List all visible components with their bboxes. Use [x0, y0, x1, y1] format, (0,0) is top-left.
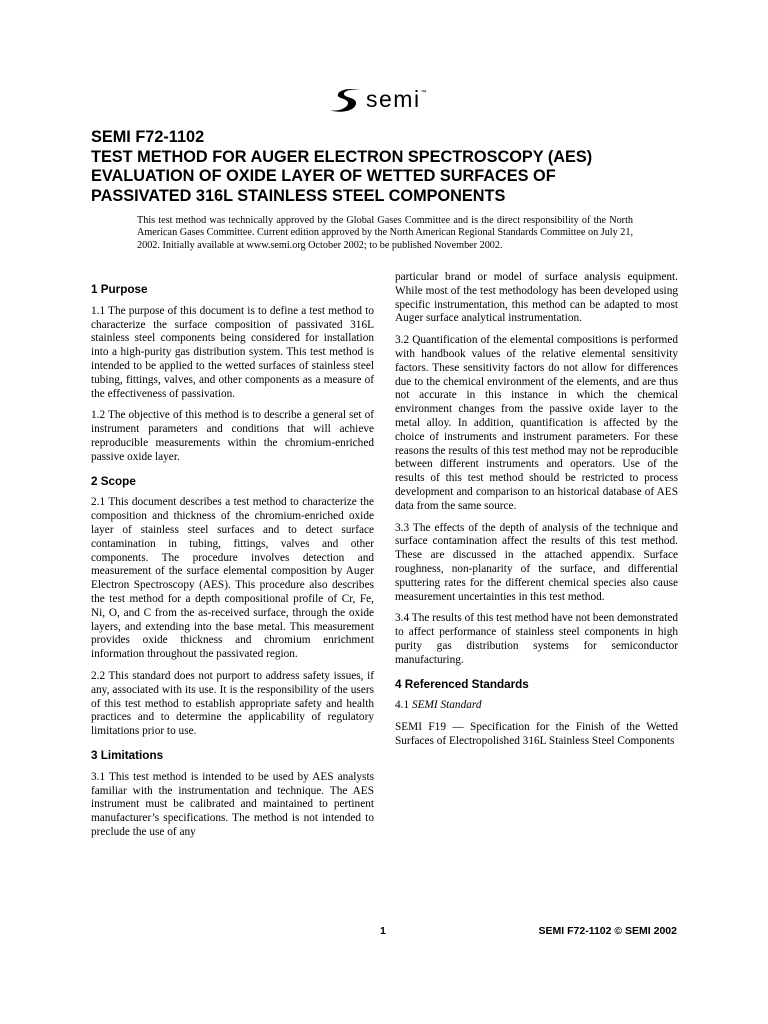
logo-text: semi: [366, 85, 421, 112]
paragraph-3-2: 3.2 Quantification of the elemental compositions is performed with handbook values of the relative elemental sensitivity factors. These sensitivity factors do not allow for differences due to the chemical environment of the elements, and are thus not accurate in this instance in which the chemical environment changes from the passive oxide layer to the metal alloy. In addition, quantification is affected by the choice of instruments and instrument parameters. For these reasons the results of this test method may not be reproducible between different instruments and operators. Use of the results of this test method should be restricted to process development and comparison to an historical database of AES data from the same source.: [395, 334, 678, 512]
title-line-1: TEST METHOD FOR AUGER ELECTRON SPECTROSCOPY (AES): [91, 147, 593, 166]
section-heading-referenced-standards: 4 Referenced Standards: [395, 677, 529, 691]
left-column: [91, 271, 374, 848]
paragraph-3-3: 3.3 The effects of the depth of analysis of the technique and surface contamination affect the results of this test method. These are discussed in the attached appendix. Surface roughness, non-planarity of the surface, and differential sputtering rates for the different chemical species also cause measurement uncertainties in this test method.: [395, 521, 678, 603]
approval-note: This test method was technically approved by the Global Gases Committee and is the direct responsibility of the North American Gases Committee. Current edition approved by the North American Regional Standards Committee on July 21, 2002. Initially available at www.semi.org October 2002; to be published November 2002.: [137, 215, 633, 251]
semi-swoosh-icon: [326, 86, 364, 114]
paragraph-3-4: 3.4 The results of this test method have not been demonstrated to affect performance of stainless steel components in high purity gas distribution systems for semiconductor manufacturing.: [395, 612, 678, 666]
logo-trademark: ™: [420, 90, 427, 96]
paragraph-1-1: 1.1 The purpose of this document is to define a test method to characterize the surface composition of passivated 316L stainless steel components being considered for installation into a high-purity gas distribution system. This test method is intended to be applied to the wetted surfaces of stainless steel tubing, fittings, valves, and other components as a measure of the effectiveness of passivation.: [91, 304, 374, 400]
right-column: [395, 271, 678, 757]
paragraph-1-2: 1.2 The objective of this method is to describe a general set of instrument parameters and conditions that will achieve reproducible measurements within the chromium-enriched passive oxide layer.: [91, 409, 374, 463]
title-line-2: EVALUATION OF OXIDE LAYER OF WETTED SURFACES OF: [91, 167, 556, 185]
subsection-4-1: [395, 699, 678, 713]
paragraph-2-2: 2.2 This standard does not purport to address safety issues, if any, associated with its use. It is the responsibility of the users of this test method to establish appropriate safety and health practices and to determine the applicability of regulatory limitations prior to use.: [91, 669, 374, 738]
reference-semi-f19: SEMI F19 — Specification for the Finish of the Wetted Surfaces of Electropolished 316L Stainless Steel Components: [395, 721, 678, 747]
subsection-number: 4.1: [395, 699, 410, 712]
semi-logo: [326, 86, 427, 114]
section-heading-purpose: 1 Purpose: [91, 283, 148, 296]
page-number: 1: [380, 925, 386, 937]
paragraph-3-1: 3.1 This test method is intended to be used by AES analysts familiar with the instrumentation and technique. The AES instrument must be calibrated and maintained to pertinent manufacturer’s specifications. The method is not intended to preclude the use of any: [91, 770, 374, 838]
footer-document-id: SEMI F72-1102 © SEMI 2002: [538, 925, 677, 937]
paragraph-2-1: 2.1 This document describes a test method to characterize the composition and thickness of the chromium-enriched oxide layer of stainless steel surfaces and to detect surface contamination in tubing, fittings, valves and other components. The procedure involves detection and measurement of the surface elemental composition by Auger Electron Spectroscopy (AES). This procedure also describes the test method for a depth compositional profile of Cr, Fe, Ni, O, and C from the as-received surface, through the oxide layers, and extending into the base metal. This measurement provides oxide thickness and chromium enrichment information throughout the passivated region.: [91, 496, 374, 661]
section-heading-limitations: 3 Limitations: [91, 748, 164, 762]
subsection-label: SEMI Standard: [411, 699, 482, 712]
document-title: [91, 128, 691, 206]
title-line-3: PASSIVATED 316L STAINLESS STEEL COMPONENTS: [91, 186, 506, 205]
document-number: SEMI F72-1102: [91, 128, 205, 146]
section-heading-scope: 2 Scope: [91, 474, 136, 488]
paragraph-3-1-continued: particular brand or model of surface analysis equipment. While most of the test methodology has been developed using specific instrumentation, this method can be adapted to most Auger surface analytical instrumentation.: [395, 271, 678, 325]
